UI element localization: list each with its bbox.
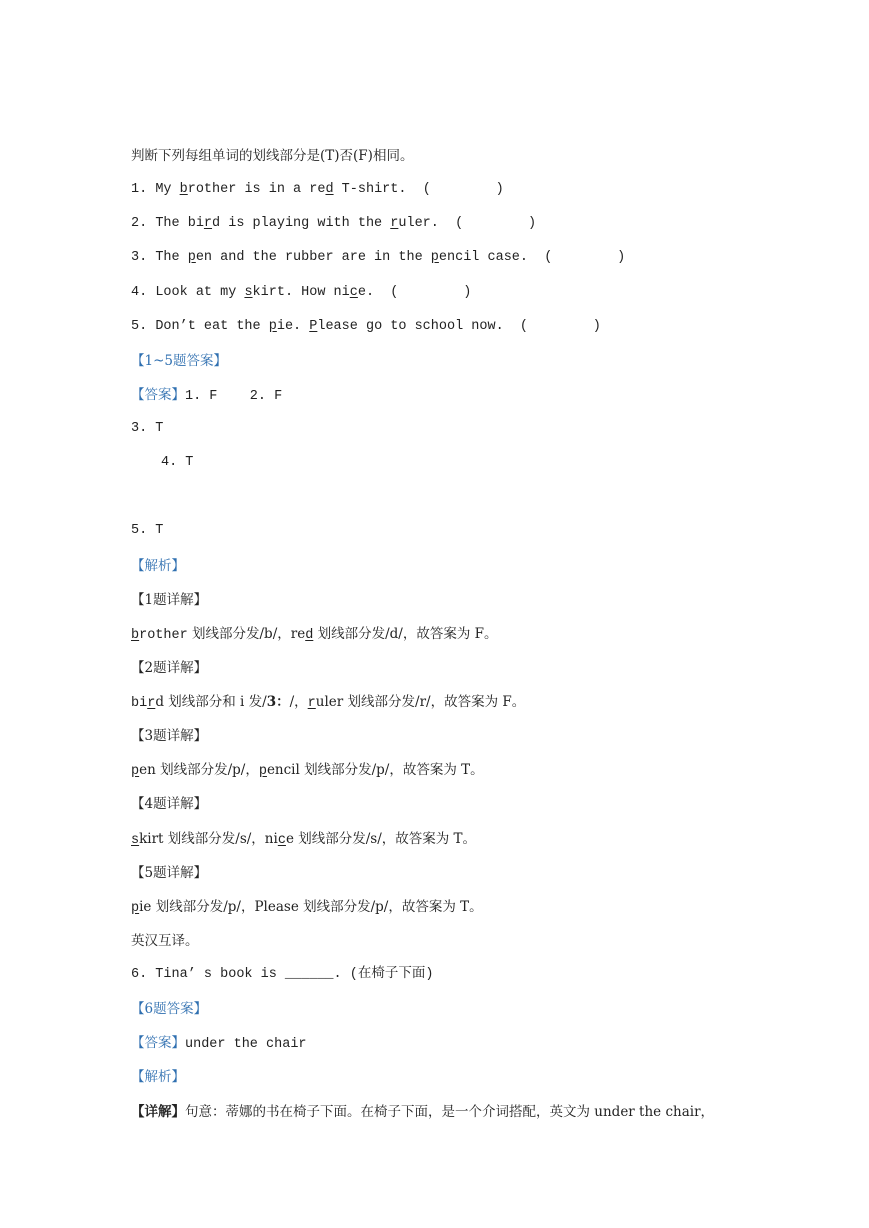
question-6: 6. Tina’ s book is ______. (在椅子下面) [131,967,434,982]
answer-line-1: 【答案】1. F 2. F [131,387,283,404]
question-1: 1. My brother is in a red T-shirt. ( ) [131,182,504,197]
question-5: 5. Don’t eat the pie. Please go to school now. ( ) [131,319,601,334]
detail-4-title: 【4题详解】 [131,796,208,812]
question-3: 3. The pen and the rubber are in the pencil case. ( ) [131,250,626,265]
answer-5: 5. T [131,523,164,538]
detail-2-title: 【2题详解】 [131,660,208,676]
detail-2-text: bird 划线部分和 i 发/3：/，ruler 划线部分发/r/，故答案为 F。 [131,694,526,711]
detail-5-text: pie 划线部分发/p/，Please 划线部分发/p/，故答案为 T。 [131,899,483,916]
answer-6: 【答案】under the chair [131,1035,307,1052]
answer-4: 4. T [161,455,194,470]
instruction-1: 判断下列每组单词的划线部分是(T)否(F)相同。 [131,148,414,164]
answer-3: 3. T [131,421,164,436]
question-4: 4. Look at my skirt. How nice. ( ) [131,285,472,300]
answer-header-6: 【6题答案】 [131,1001,208,1017]
detail-1-title: 【1题详解】 [131,592,208,608]
instruction-2: 英汉互译。 [131,933,199,949]
detail-3-title: 【3题详解】 [131,728,208,744]
detail-6-text: 【详解】句意：蒂娜的书在椅子下面。在椅子下面，是一个介词搭配，英文为 under the chair， [131,1104,715,1120]
analysis-label-1: 【解析】 [131,558,185,574]
detail-3-text: pen 划线部分发/p/，pencil 划线部分发/p/，故答案为 T。 [131,762,484,779]
detail-5-title: 【5题详解】 [131,865,208,881]
answer-header-1-5: 【1~5题答案】 [131,353,227,369]
detail-1-text: brother 划线部分发/b/，red 划线部分发/d/，故答案为 F。 [131,626,498,643]
analysis-label-6: 【解析】 [131,1069,185,1085]
question-2: 2. The bird is playing with the ruler. ( ) [131,216,537,231]
detail-4-text: skirt 划线部分发/s/，nice 划线部分发/s/，故答案为 T。 [131,831,477,848]
